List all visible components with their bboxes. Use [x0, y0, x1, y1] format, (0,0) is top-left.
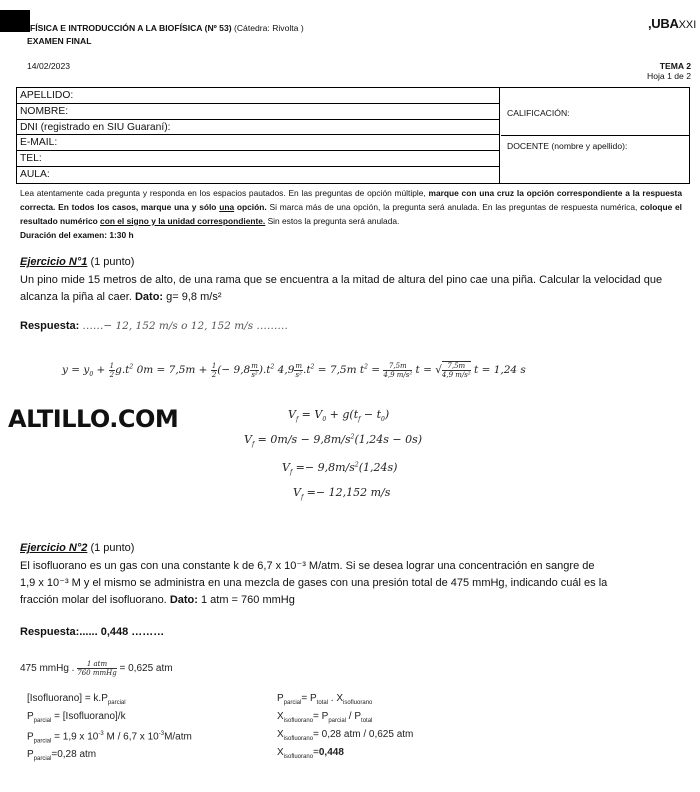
ex2-right-line-3: $X_{isofluorano}= 0,28$ atm / 0,625 atm	[277, 729, 414, 742]
ex2-conversion: 475 mmHg . $\frac{\text{1 atm}}{\text{760 mmHg}}$ = 0,625 atm	[20, 660, 173, 677]
docente-label: DOCENTE (nombre y apellido):	[507, 141, 628, 151]
ex2-left-line-2: $P_{parcial}$ = [Isofluorano]/k	[27, 711, 126, 724]
ex2-answer: Respuesta:...... 0,448 ………	[20, 626, 165, 638]
field-tel[interactable]: TEL:	[17, 151, 499, 167]
student-info-form	[16, 87, 690, 184]
ex1-title: Ejercicio N°1 (1 punto)	[20, 256, 135, 268]
exam-subtitle: EXAMEN FINAL	[27, 36, 92, 46]
ex2-left-line-4: $P_{parcial}=0,28$ atm	[27, 749, 97, 763]
ex1-eq3: $V_f =- 9,8m/s^2(1,24s)$	[282, 461, 398, 477]
ex2-title: Ejercicio N°2 (1 punto)	[20, 542, 135, 554]
field-nombre[interactable]: NOMBRE:	[17, 104, 499, 120]
ex1-eq4: $V_f =- 12,152$ m/s	[293, 486, 391, 502]
field-dni[interactable]: DNI (registrado en SIU Guaraní):	[17, 120, 499, 136]
ex2-text: El isofluorano es un gas con una constante k de 6,7 x 10⁻³ M/atm. Si se desea lograr una concentración en sangre de 1,9 x 10⁻³ M y el mismo se administra en una mezcla de gases con una presión total de 475 mmHg, indicando cuál es la fracción molar del isofluorano. Dato: 1 atm = 760 mmHg	[20, 560, 608, 606]
header-black-tab	[0, 10, 30, 32]
grading-box	[501, 88, 689, 183]
grading-divider	[501, 135, 689, 136]
ex2-right-line-4: $X_{isofluorano}=0,448$	[277, 747, 344, 760]
ex1-eq1: $V_f = V_0 + g(t_f - t_0)$	[288, 408, 390, 424]
field-apellido[interactable]: APELLIDO:	[17, 88, 499, 104]
exam-date: 14/02/2023	[27, 61, 71, 71]
ex2-right-work	[277, 692, 413, 764]
altillo-watermark: ALTILLO.COM	[8, 405, 179, 433]
calificacion-label: CALIFICACIÓN:	[507, 108, 570, 118]
ex1-eq2: $V_f = 0m/s - 9,8m/s^2(1,24s - 0s)$	[244, 433, 423, 449]
ex2-right-line-2: $X_{isofluorano}= P_{parcial} / P_{total}$	[277, 711, 373, 724]
student-fields	[17, 88, 500, 183]
page-number: Hoja 1 de 2	[647, 71, 691, 81]
tema-label: TEMA 2	[659, 61, 691, 71]
ex2-left-line-3: $P_{parcial} = 1,9$ x $10^{-3}$ M / 6,7 x $10^{-3}M$/atm	[27, 731, 192, 745]
ex1-answer: Respuesta: ……− 12, 152 m/s o 12, 152 m/s ………	[20, 320, 288, 332]
ex2-left-work	[27, 692, 192, 766]
ex2-left-line-1: [Isofluorano] = $k.P_{parcial}$	[27, 693, 126, 706]
instructions: Lea atentamente cada pregunta y responda en los espacios pautados. En las preguntas de opción múltiple, marque con una cruz la opción correspondiente a la respuesta correcta. En todos los casos, marque una y sólo una opción. Si marca más de una opción, la pregunta será anulada. En las preguntas de respuesta numérica, coloque el resultado numérico con el signo y la unidad correspondiente. Sin estos la pregunta será anulada. Duración del examen: 1:30 h	[20, 188, 683, 240]
field-email[interactable]: E-MAIL:	[17, 135, 499, 151]
uba-logo: ,UBAXXI	[648, 16, 697, 31]
field-aula[interactable]: AULA:	[20, 168, 50, 180]
ex1-text: Un pino mide 15 metros de alto, de una rama que se encuentra a la mitad de altura del pino cae una piña. Calcular la velocidad que alcanza la piña al caer. Dato: g= 9,8 m/s²	[20, 274, 663, 303]
exam-title: FÍSICA E INTRODUCCIÓN A LA BIOFÍSICA (Nº 53) (Cátedra: Rivolta )	[30, 23, 304, 33]
ex1-equation-main: $y = y_0$ + $\frac{1}{2}$ $g.t^2$ 0m = 7,5m + $\frac{1}{2}$ (− 9,8 $\frac{m}{\text{s²}}$ )$.t^2$ 4,9 $\frac{m}{\text{s²}}$ $.t^2 = 7,5m$ $t^2$ = $\frac{7,5m}{\text{4,9 m/s²}}$ t = √ $\frac{7,5m}{\text{4,9 m/s²}}$ t = 1,24 s	[62, 361, 526, 379]
ex2-right-line-1: $P_{parcial}= P_{total}$ . $X_{isofluorano}$	[277, 693, 373, 706]
